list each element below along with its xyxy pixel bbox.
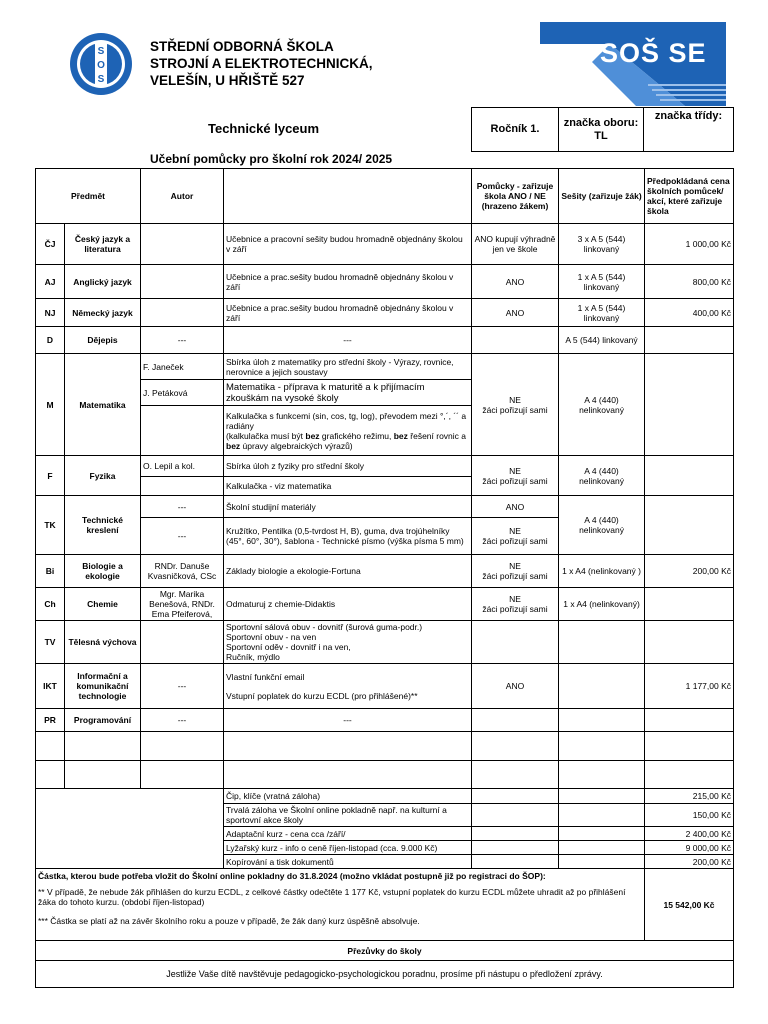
total-heading: Částka, kterou bude potřeba vložit do Školní online pokladny do 31.8.2024 (možno vkládat postupně již po registraci do ŠOP): (38, 871, 546, 881)
aids-value-main: NE (509, 561, 521, 571)
extra-label: Trvalá záloha ve Školní online pokladně např. na kulturní a sportovní akce školy (224, 804, 472, 827)
aids-value (472, 456, 559, 496)
col-cost: Předpokládaná cena školních pomůcek/ akcí, které zařizuje škola (645, 169, 734, 224)
aids-value-note: žáci pořizují sami (482, 404, 548, 415)
item-description: Vlastní funkční email Vstupní poplatek do kurzu ECDL (pro přihlášené)** (224, 664, 472, 709)
total-amount: 15 542,00 Kč (645, 869, 734, 941)
aids-value-note: žáci pořizují sami (482, 571, 548, 581)
cost-value: 200,00 Kč (645, 555, 734, 588)
author: Mgr. Marika Benešová, RNDr. Ema Pfeiferová, (141, 588, 224, 621)
aids-value-main: NE (509, 465, 521, 476)
item-description: Matematika - příprava k maturitě a k přijímacím zkouškám na vysoké školy (224, 380, 472, 406)
item-description: Kružítko, Pentilka (0,5-tvrdost H, B), guma, dva trojúhelníky (45°, 60°, 30°), šablona - Technické písmo (výška písma 5 mm) (224, 518, 472, 555)
extra-cost: 2 400,00 Kč (645, 827, 734, 841)
subject-name: Biologie a ekologie (65, 555, 141, 588)
subject-name: Programování (65, 709, 141, 732)
author: --- (141, 327, 224, 354)
col-author: Autor (141, 169, 224, 224)
extra-cost: 215,00 Kč (645, 789, 734, 804)
table-row (36, 354, 734, 380)
item-description (224, 406, 472, 456)
svg-text:O: O (97, 60, 105, 71)
author: --- (141, 709, 224, 732)
aids-value-note: žáci pořizují sami (482, 604, 548, 614)
subject-code: TK (36, 496, 65, 555)
aids-value (472, 518, 559, 555)
extra-cost: 150,00 Kč (645, 804, 734, 827)
subject-code: NJ (36, 299, 65, 327)
subject-code: IKT (36, 664, 65, 709)
table-row (36, 327, 734, 354)
item-description: Sportovní sálová obuv - dovnitř (šurová guma-podr.) Sportovní obuv - na ven Sportovní oděv - dovnitř i na ven, Ručník, mýdlo (224, 621, 472, 664)
subject-code: D (36, 327, 65, 354)
subject-name: Fyzika (65, 456, 141, 496)
calculator-requirements: (kalkulačka musí být bez grafického režimu, bez řešení rovnic a bez úpravy algebraických výrazů) (226, 430, 467, 451)
aids-value: ANO (472, 496, 559, 518)
notebooks-value: 1 x A 5 (544) linkovaný (559, 299, 645, 327)
aids-value (472, 555, 559, 588)
item-description: Odmaturuj z chemie-Didaktis (224, 588, 472, 621)
subject-code: TV (36, 621, 65, 664)
item-description: --- (224, 709, 472, 732)
extra-label: Kopírování a tisk dokumentů (224, 855, 472, 869)
item-description: Učebnice a pracovní sešity budou hromadně objednány školou v září (224, 224, 472, 265)
calculator-line: Kalkulačka s funkcemi (sin, cos, tg, log), převodem mezi °,´, ´´ a radiány (226, 410, 467, 431)
table-row (36, 664, 734, 709)
aids-value-main: NE (509, 394, 521, 405)
table-header-row (36, 169, 734, 224)
footer-text: Jestliže Vaše dítě navštěvuje pedagogicko-psychologickou poradnu, prosíme při nástupu o předložení zprávy. (36, 961, 734, 988)
cost-value: 1 000,00 Kč (645, 224, 734, 265)
subject-name: Informační a komunikační technologie (65, 664, 141, 709)
table-row (36, 588, 734, 621)
subject-code: ČJ (36, 224, 65, 265)
subject-code: AJ (36, 265, 65, 299)
subject-code: Ch (36, 588, 65, 621)
aids-value: ANO (472, 664, 559, 709)
footer-heading-row (36, 941, 734, 961)
table-row (36, 299, 734, 327)
svg-text:S: S (97, 74, 105, 85)
table-row (36, 456, 734, 477)
aids-value-note: žáci pořizují sami (482, 536, 548, 546)
supplies-table (35, 168, 734, 988)
school-name-line2: STROJNÍ A ELEKTROTECHNICKÁ, (150, 56, 373, 71)
aids-value-note: žáci pořizují sami (482, 475, 548, 486)
item-description: Školní studijní materiály (224, 496, 472, 518)
subject-name: Tělesná výchova (65, 621, 141, 664)
subject-name: Technické kreslení (65, 496, 141, 555)
item-description: Základy biologie a ekologie-Fortuna (224, 555, 472, 588)
subject-name: Český jazyk a literatura (65, 224, 141, 265)
year-box (471, 107, 559, 152)
aids-value (472, 588, 559, 621)
subject-code: PR (36, 709, 65, 732)
school-logo (68, 31, 134, 97)
notebooks-value: 3 x A 5 (544) linkovaný (559, 224, 645, 265)
subject-name: Německý jazyk (65, 299, 141, 327)
table-row (36, 555, 734, 588)
aids-value: ANO (472, 299, 559, 327)
total-row (36, 869, 734, 941)
table-row (36, 621, 734, 664)
item-description: Sbírka úloh z matematiky pro střední školy - Výrazy, rovnice, nerovnice a jejich soustavy (224, 354, 472, 380)
notebooks-value: 1 x A 5 (544) linkovaný (559, 265, 645, 299)
ecdl-note: ** V případě, že nebude žák přihlášen do kurzu ECDL, z celkové částky odečtěte 1 177 Kč, vstupní poplatek do kurzu ECDL můžete uhradit až po přihlášení žáka do tohoto kurzu. (období říjen-listopad) (38, 887, 626, 907)
notebooks-value: 1 x A4 (nelinkovaný) (559, 588, 645, 621)
extra-label: Lyžařský kurz - info o ceně říjen-listopad (cca. 9.000 Kč) (224, 841, 472, 855)
table-row (36, 224, 734, 265)
cost-value: 1 177,00 Kč (645, 664, 734, 709)
list-subtitle: Učební pomůcky pro školní rok 2024/ 2025 (150, 152, 393, 166)
subject-name: Chemie (65, 588, 141, 621)
item-description: Učebnice a prac.sešity budou hromadně objednány školou v září (224, 299, 472, 327)
item-description: Sbírka úloh z fyziky pro střední školy (224, 456, 472, 477)
author: J. Petáková (141, 380, 224, 406)
extra-row (36, 789, 734, 804)
table-row (36, 265, 734, 299)
subject-name: Dějepis (65, 327, 141, 354)
field-value: TL (594, 130, 608, 142)
subject-code: Bi (36, 555, 65, 588)
class-label: značka třídy: (654, 110, 723, 122)
item-description: Kalkulačka - viz matematika (224, 477, 472, 496)
class-box (643, 107, 734, 152)
col-aids: Pomůcky - zařizuje škola ANO / NE (hrazeno žákem) (472, 169, 559, 224)
extra-cost: 200,00 Kč (645, 855, 734, 869)
field-label: značka oboru: (563, 117, 639, 129)
col-subject: Předmět (36, 169, 141, 224)
table-row (36, 496, 734, 518)
notebooks-value: A 4 (440) nelinkovaný (559, 354, 645, 456)
empty-row (36, 761, 734, 789)
footer-text-row (36, 961, 734, 988)
extra-label: Adaptační kurz - cena cca /září/ (224, 827, 472, 841)
svg-text:S: S (97, 46, 105, 57)
author: --- (141, 518, 224, 555)
subject-code: F (36, 456, 65, 496)
col-notebooks: Sešity (zařizuje žák) (559, 169, 645, 224)
empty-row (36, 732, 734, 761)
cost-value: 800,00 Kč (645, 265, 734, 299)
subject-code: M (36, 354, 65, 456)
school-name-line1: STŘEDNÍ ODBORNÁ ŠKOLA (150, 39, 334, 54)
notebooks-value: A 5 (544) linkovaný (559, 327, 645, 354)
footer-heading: Přezůvky do školy (36, 941, 734, 961)
table-row (36, 709, 734, 732)
author: --- (141, 496, 224, 518)
course-note: *** Částka se platí až na závěr školního roku a pouze v případě, že žák daný kurz úspěšně absolvuje. (38, 916, 420, 926)
program-title: Technické lyceum (208, 121, 320, 136)
field-box (558, 107, 644, 152)
aids-value: ANO (472, 265, 559, 299)
author: O. Lepil a kol. (141, 456, 224, 477)
notebooks-value: 1 x A4 (nelinkovaný ) (559, 555, 645, 588)
notebooks-value: A 4 (440) nelinkovaný (559, 496, 645, 555)
notebooks-value: A 4 (440) nelinkovaný (559, 456, 645, 496)
aids-value: ANO kupují výhradně jen ve škole (472, 224, 559, 265)
author: --- (141, 664, 224, 709)
school-name-line3: VELEŠÍN, U HŘIŠTĚ 527 (150, 73, 305, 88)
item-description: Učebnice a prac.sešity budou hromadně objednány školou v září (224, 265, 472, 299)
aids-value-main: NE (509, 526, 521, 536)
author: RNDr. Danuše Kvasničková, CSc (141, 555, 224, 588)
subject-name: Anglický jazyk (65, 265, 141, 299)
school-name (150, 38, 373, 89)
total-notes (36, 869, 645, 941)
item-description: --- (224, 327, 472, 354)
aids-value-main: NE (509, 594, 521, 604)
extra-cost: 9 000,00 Kč (645, 841, 734, 855)
author: F. Janeček (141, 354, 224, 380)
brand-short-name: SOŠ SE (600, 38, 707, 68)
aids-value (472, 354, 559, 456)
year-label: Ročník 1. (490, 123, 540, 135)
subject-name: Matematika (65, 354, 141, 456)
extra-label: Čip, klíče (vratná záloha) (224, 789, 472, 804)
cost-value: 400,00 Kč (645, 299, 734, 327)
